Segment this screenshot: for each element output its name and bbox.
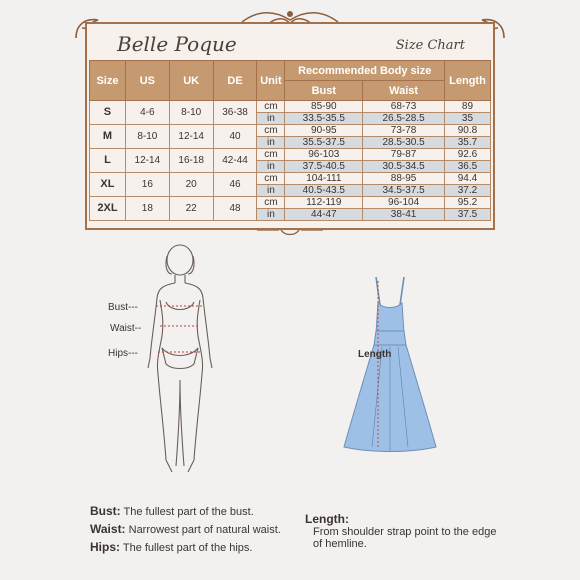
note-bust-desc: The fullest part of the bust. — [123, 506, 254, 518]
cell-length: 35 — [444, 113, 490, 125]
cell-unit: in — [257, 137, 285, 149]
cell-unit: cm — [257, 149, 285, 161]
header-length: Length — [444, 61, 490, 101]
cell-waist: 34.5-37.5 — [363, 185, 445, 197]
cell-waist: 88-95 — [363, 173, 445, 185]
table-row — [90, 173, 491, 185]
header-bust: Bust — [285, 81, 363, 101]
length-note — [305, 512, 505, 550]
measurement-notes — [90, 504, 281, 558]
cell-size: L — [90, 149, 126, 173]
cell-unit: cm — [257, 125, 285, 137]
length-label: Length — [358, 349, 392, 360]
cell-bust: 40.5-43.5 — [285, 185, 363, 197]
cell-length: 37.5 — [444, 209, 490, 221]
cell-length: 37.2 — [444, 185, 490, 197]
note-bust-title: Bust: — [90, 504, 121, 518]
size-chart-frame — [85, 22, 495, 230]
cell-us: 8-10 — [125, 125, 169, 149]
cell-waist: 28.5-30.5 — [363, 137, 445, 149]
header-size: Size — [90, 61, 126, 101]
cell-unit: in — [257, 161, 285, 173]
body-figure-illustration — [130, 240, 230, 480]
chart-header — [87, 24, 493, 60]
cell-size: S — [90, 101, 126, 125]
cell-waist: 68-73 — [363, 101, 445, 113]
cell-unit: cm — [257, 197, 285, 209]
cell-us: 16 — [125, 173, 169, 197]
table-row — [90, 125, 491, 137]
cell-size: XL — [90, 173, 126, 197]
note-length-title: Length: — [305, 512, 349, 526]
cell-length: 94.4 — [444, 173, 490, 185]
cell-length: 92.6 — [444, 149, 490, 161]
cell-de: 42-44 — [213, 149, 257, 173]
chart-subtitle: Size Chart — [395, 38, 465, 53]
note-waist-desc: Narrowest part of natural waist. — [128, 524, 281, 536]
cell-waist: 73-78 — [363, 125, 445, 137]
cell-bust: 90-95 — [285, 125, 363, 137]
cell-uk: 8-10 — [169, 101, 213, 125]
cell-bust: 44-47 — [285, 209, 363, 221]
note-waist-title: Waist: — [90, 522, 126, 536]
header-de: DE — [213, 61, 257, 101]
header-recommended: Recommended Body size — [285, 61, 445, 81]
cell-bust: 104-111 — [285, 173, 363, 185]
header-us: US — [125, 61, 169, 101]
header-waist: Waist — [363, 81, 445, 101]
brand-logo: Belle Poque — [117, 32, 237, 56]
table-row — [90, 149, 491, 161]
waist-label: Waist-- — [110, 323, 142, 334]
cell-unit: cm — [257, 101, 285, 113]
cell-length: 89 — [444, 101, 490, 113]
cell-uk: 20 — [169, 173, 213, 197]
cell-de: 36-38 — [213, 101, 257, 125]
cell-unit: cm — [257, 173, 285, 185]
note-hips-title: Hips: — [90, 540, 120, 554]
cell-uk: 16-18 — [169, 149, 213, 173]
cell-bust: 33.5-35.5 — [285, 113, 363, 125]
cell-bust: 112-119 — [285, 197, 363, 209]
cell-unit: in — [257, 185, 285, 197]
cell-unit: in — [257, 113, 285, 125]
cell-bust: 96-103 — [285, 149, 363, 161]
cell-length: 36.5 — [444, 161, 490, 173]
cell-uk: 12-14 — [169, 125, 213, 149]
cell-length: 90.8 — [444, 125, 490, 137]
hips-label: Hips--- — [108, 348, 138, 359]
header-unit: Unit — [257, 61, 285, 101]
cell-bust: 37.5-40.5 — [285, 161, 363, 173]
cell-bust: 85-90 — [285, 101, 363, 113]
header-uk: UK — [169, 61, 213, 101]
cell-de: 46 — [213, 173, 257, 197]
bust-label: Bust--- — [108, 302, 138, 313]
cell-length: 95.2 — [444, 197, 490, 209]
cell-length: 35.7 — [444, 137, 490, 149]
cell-unit: in — [257, 209, 285, 221]
cell-waist: 96-104 — [363, 197, 445, 209]
dress-illustration — [340, 275, 440, 460]
cell-us: 18 — [125, 197, 169, 221]
note-length-desc: From shoulder strap point to the edge of hemline. — [313, 526, 497, 550]
cell-size: M — [90, 125, 126, 149]
cell-waist: 26.5-28.5 — [363, 113, 445, 125]
table-row — [90, 197, 491, 209]
cell-waist: 79-87 — [363, 149, 445, 161]
table-row — [90, 101, 491, 113]
cell-size: 2XL — [90, 197, 126, 221]
note-hips-desc: The fullest part of the hips. — [122, 542, 253, 554]
cell-bust: 35.5-37.5 — [285, 137, 363, 149]
cell-us: 12-14 — [125, 149, 169, 173]
cell-de: 48 — [213, 197, 257, 221]
cell-us: 4-6 — [125, 101, 169, 125]
cell-uk: 22 — [169, 197, 213, 221]
size-table — [89, 60, 491, 221]
cell-de: 40 — [213, 125, 257, 149]
cell-waist: 30.5-34.5 — [363, 161, 445, 173]
cell-waist: 38-41 — [363, 209, 445, 221]
